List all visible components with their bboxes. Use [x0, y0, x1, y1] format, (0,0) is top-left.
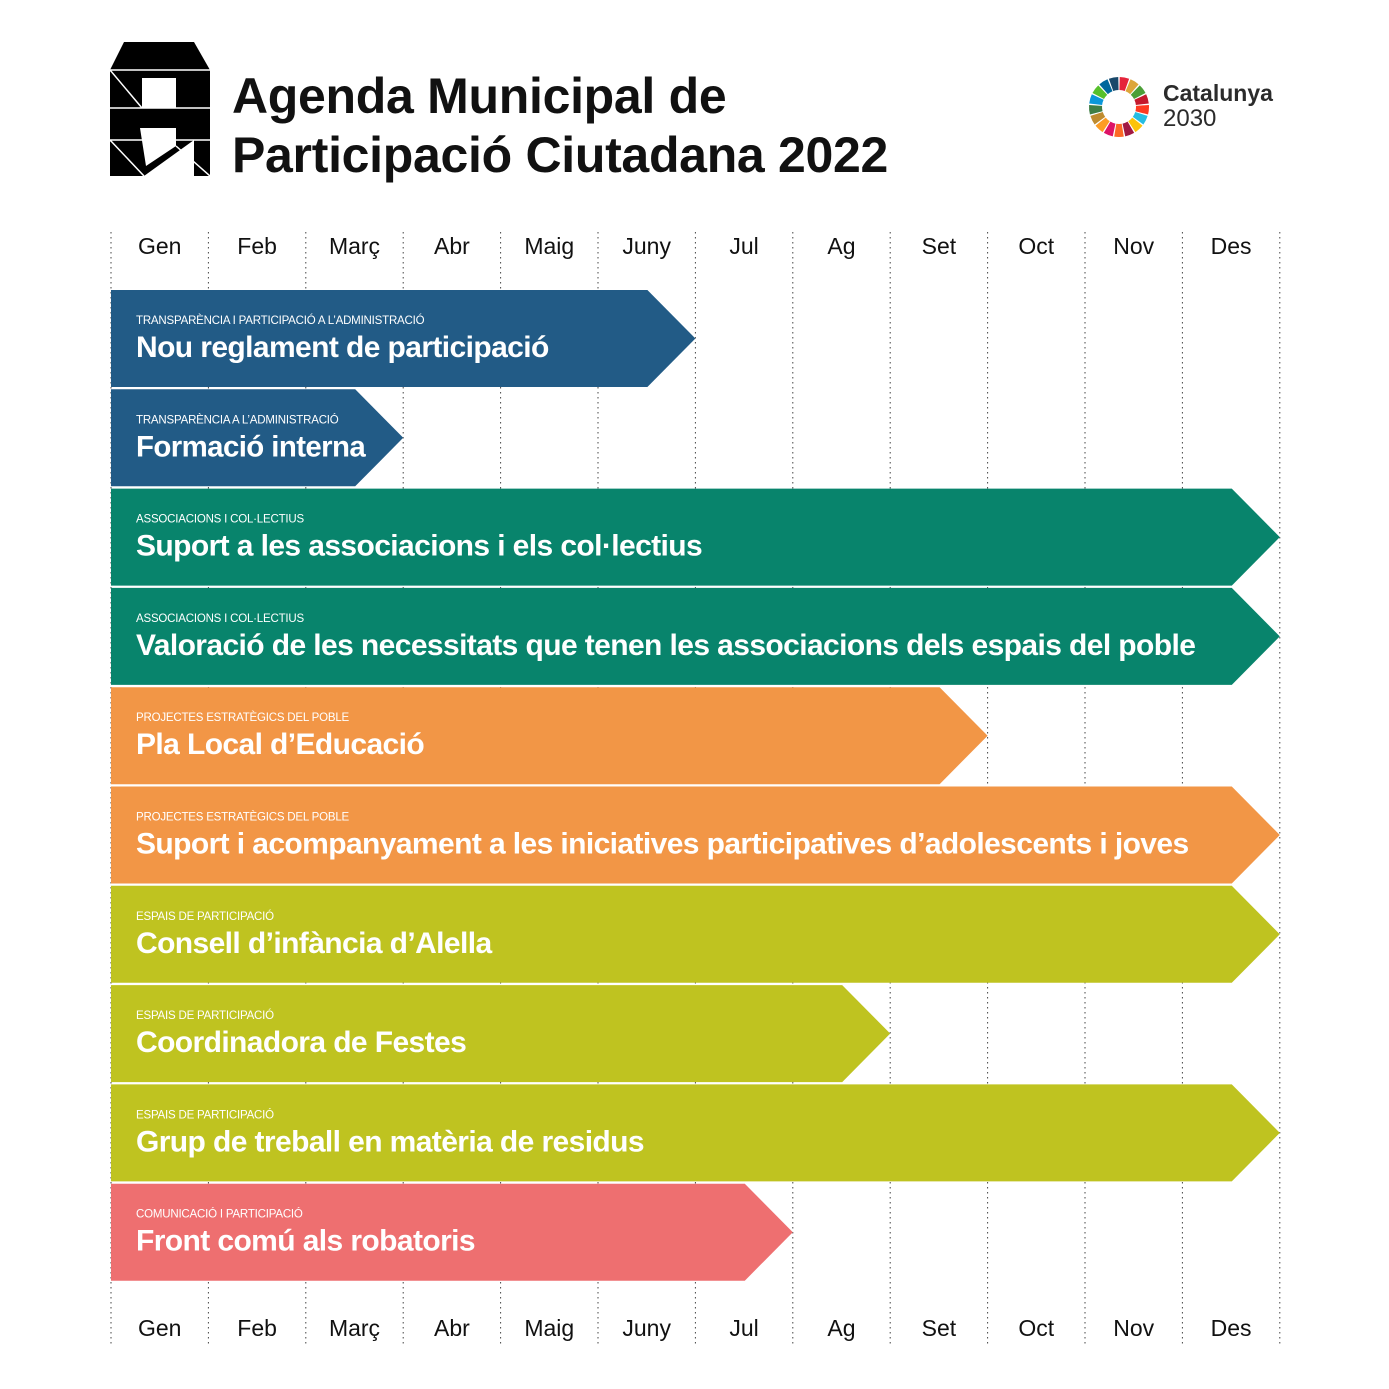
gantt-task-row: [111, 1084, 1280, 1181]
task-name-label: Pla Local d’Educació: [136, 728, 425, 762]
task-name-label: Coordinadora de Festes: [136, 1026, 467, 1060]
month-label-top: Feb: [237, 233, 277, 259]
task-name-label: Suport i acompanyament a les iniciatives participatives d’adolescents i joves: [136, 827, 1189, 861]
task-category-label: ASSOCIACIONS I COL·LECTIUS: [136, 513, 304, 526]
month-label-top: Juny: [622, 233, 671, 259]
task-category-label: ESPAIS DE PARTICIPACIÓ: [136, 1109, 274, 1122]
gantt-task-row: [111, 1184, 793, 1281]
month-label-top: Jul: [729, 233, 759, 259]
gantt-task-row: [111, 389, 403, 486]
gantt-task-row: [111, 588, 1280, 685]
month-label-top: Maig: [524, 233, 575, 259]
gantt-task-row: [111, 290, 695, 387]
month-label-bottom: Gen: [137, 1315, 182, 1341]
month-label-top: Set: [921, 233, 957, 259]
gantt-task-row: [111, 886, 1280, 983]
month-label-bottom: Ag: [827, 1315, 856, 1341]
month-label-bottom: Juny: [622, 1315, 671, 1341]
task-category-label: ESPAIS DE PARTICIPACIÓ: [136, 910, 274, 923]
month-label-top: Nov: [1113, 233, 1155, 259]
month-label-bottom: Nov: [1113, 1315, 1155, 1341]
task-name-label: Suport a les associacions i els col·lectius: [136, 529, 703, 563]
task-name-label: Grup de treball en matèria de residus: [136, 1125, 644, 1159]
month-label-bottom: Feb: [237, 1315, 277, 1341]
month-label-top: Abr: [434, 233, 470, 259]
task-category-label: PROJECTES ESTRATÈGICS DEL POBLE: [136, 712, 349, 725]
month-label-top: Oct: [1018, 233, 1055, 259]
month-label-top: Ag: [827, 233, 856, 259]
month-label-bottom: Maig: [524, 1315, 575, 1341]
task-category-label: ASSOCIACIONS I COL·LECTIUS: [136, 612, 304, 625]
month-label-bottom: Set: [921, 1315, 957, 1341]
month-label-top: Gen: [137, 233, 182, 259]
task-name-label: Valoració de les necessitats que tenen les associacions dels espais del poble: [136, 628, 1196, 662]
month-label-bottom: Abr: [434, 1315, 470, 1341]
brand-name: Catalunya: [1163, 80, 1273, 106]
task-name-label: Consell d’infància d’Alella: [136, 926, 492, 960]
page-title-line-2: Participació Ciutadana 2022: [232, 127, 889, 183]
gantt-task-row: [111, 985, 890, 1082]
task-category-label: ESPAIS DE PARTICIPACIÓ: [136, 1010, 274, 1023]
brand-year: 2030: [1163, 105, 1217, 132]
month-label-top: Des: [1210, 233, 1252, 259]
month-label-top: Març: [328, 233, 381, 259]
month-label-bottom: Oct: [1018, 1315, 1055, 1341]
month-label-bottom: Març: [328, 1315, 381, 1341]
gantt-task-row: [111, 489, 1280, 586]
gantt-task-row: [111, 687, 988, 784]
task-name-label: Formació interna: [136, 430, 367, 464]
task-category-label: TRANSPARÈNCIA I PARTICIPACIÓ A L’ADMINISTRACIÓ: [136, 315, 425, 327]
task-category-label: TRANSPARÈNCIA A L’ADMINISTRACIÓ: [136, 414, 339, 427]
task-category-label: COMUNICACIÓ I PARTICIPACIÓ: [136, 1208, 303, 1221]
month-label-bottom: Jul: [729, 1315, 759, 1341]
task-category-label: PROJECTES ESTRATÈGICS DEL POBLE: [136, 811, 349, 824]
page-title: Agenda Municipal de: [232, 68, 727, 124]
task-name-label: Nou reglament de participació: [136, 331, 549, 364]
month-label-bottom: Des: [1210, 1315, 1252, 1341]
gantt-task-row: [111, 787, 1280, 884]
task-name-label: Front comú als robatoris: [136, 1224, 475, 1258]
